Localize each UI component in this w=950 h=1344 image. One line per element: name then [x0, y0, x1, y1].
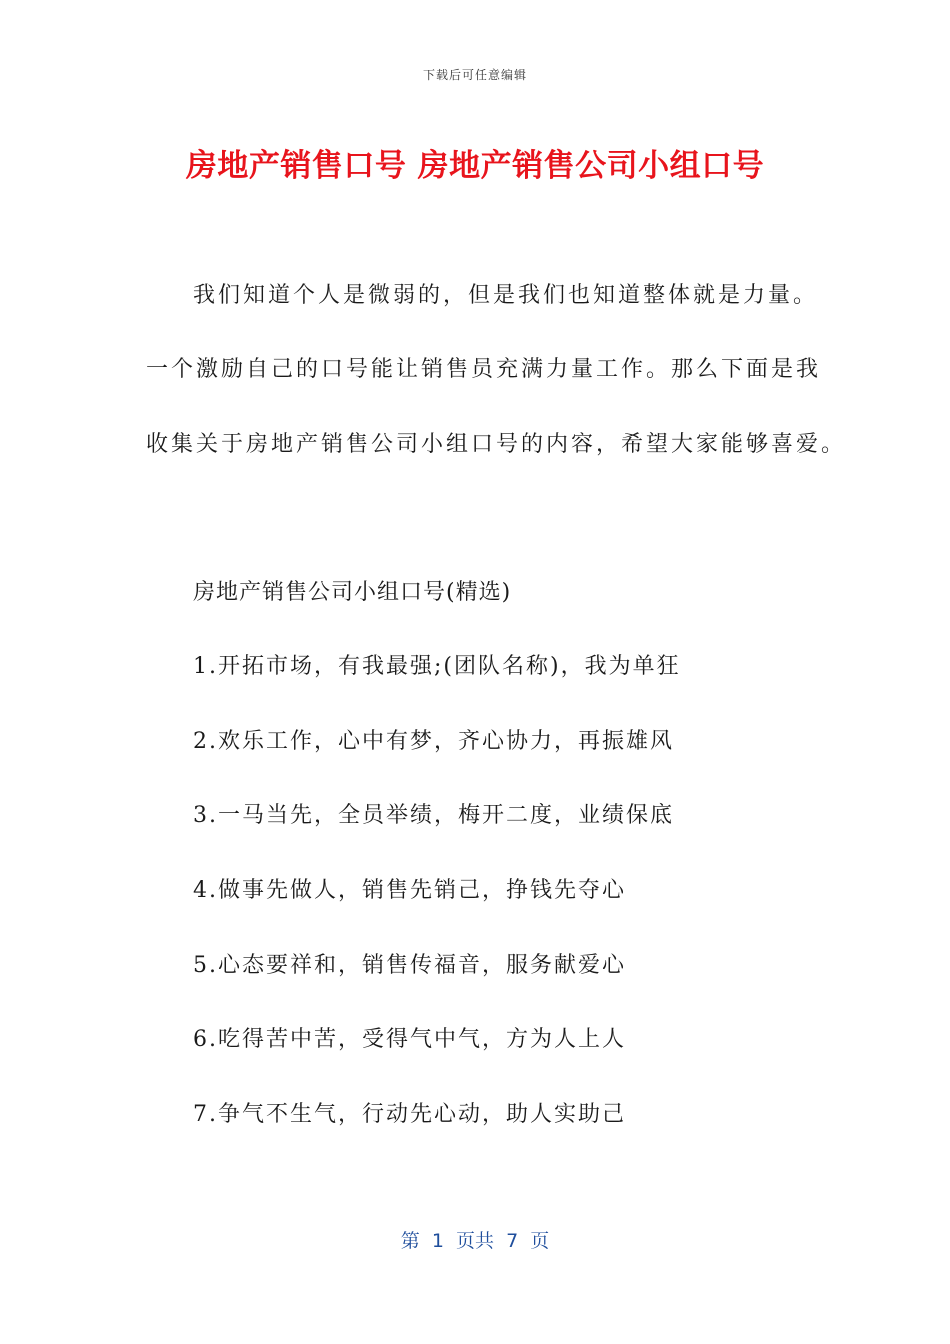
slogan-item: 1.开拓市场，有我最强;(团队名称)，我为单狂	[193, 654, 681, 679]
slogan-item: 5.心态要祥和，销售传福音，服务献爱心	[193, 953, 626, 978]
page-number-footer: 第 1 页共 7 页	[400, 1230, 550, 1252]
section-subtitle: 房地产销售公司小组口号(精选)	[193, 580, 512, 605]
slogan-item: 3.一马当先，全员举绩，梅开二度，业绩保底	[193, 803, 674, 828]
header-note: 下载后可任意编辑	[422, 68, 527, 82]
document-title: 房地产销售口号 房地产销售公司小组口号	[185, 148, 765, 184]
slogan-item: 4.做事先做人，销售先销己，挣钱先夺心	[193, 878, 626, 903]
slogan-item: 2.欢乐工作，心中有梦，齐心协力，再振雄风	[193, 729, 674, 754]
intro-line-1: 我们知道个人是微弱的，但是我们也知道整体就是力量。	[193, 283, 819, 308]
slogan-item: 7.争气不生气，行动先心动，助人实助己	[193, 1102, 626, 1127]
intro-line-3: 收集关于房地产销售公司小组口号的内容，希望大家能够喜爱。	[146, 432, 847, 457]
intro-line-2: 一个激励自己的口号能让销售员充满力量工作。那么下面是我	[146, 357, 822, 382]
slogan-item: 6.吃得苦中苦，受得气中气，方为人上人	[193, 1027, 626, 1052]
